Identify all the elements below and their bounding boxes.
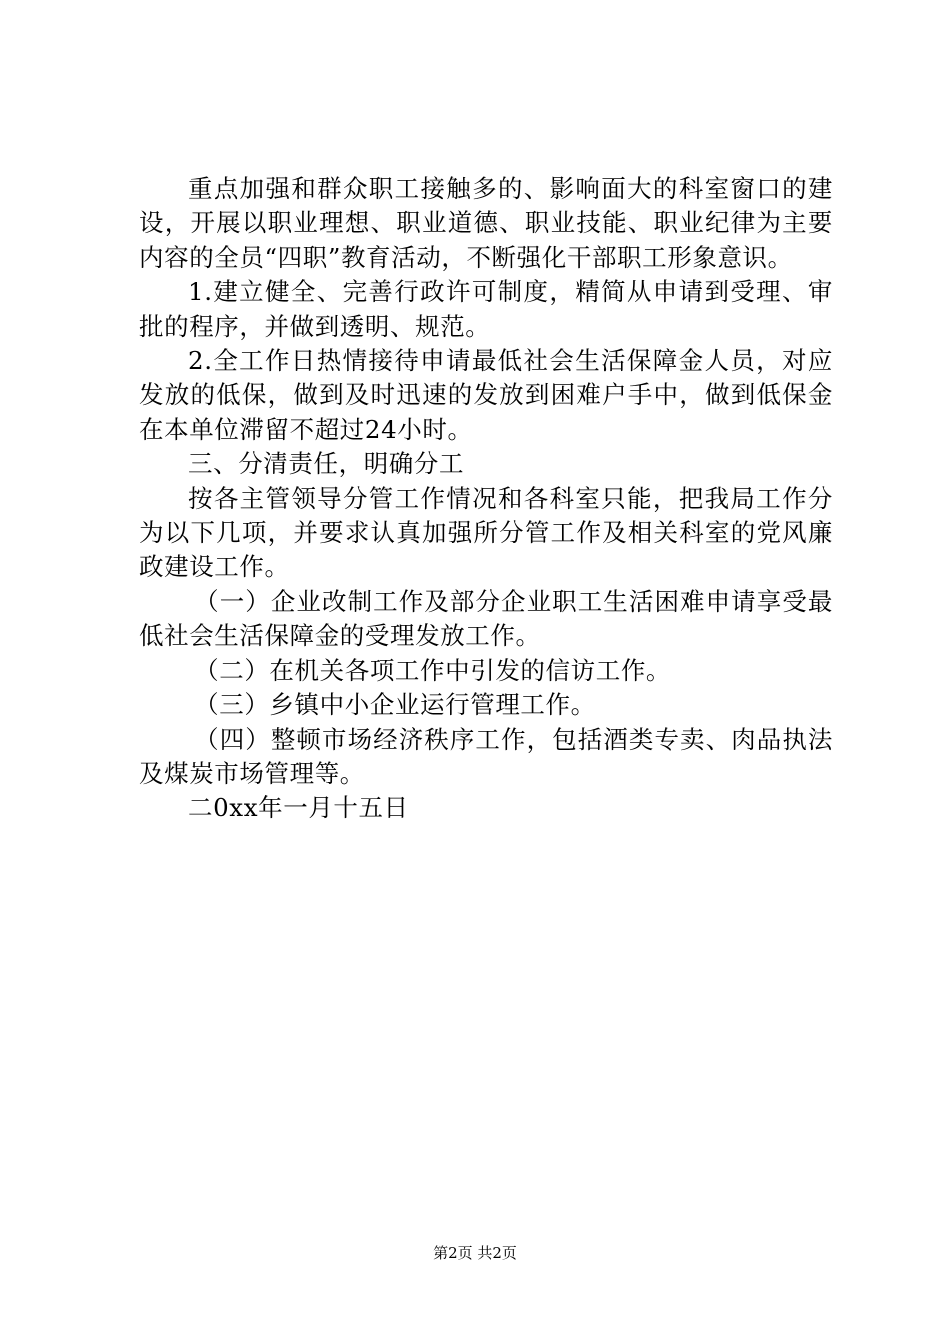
document-date: 二0xx年一月十五日: [188, 793, 409, 823]
paragraph-division-3: （三）乡镇中小企业运行管理工作。: [194, 690, 596, 720]
paragraph-item-1: 1.建立健全、完善行政许可制度，精简从申请到受理、审批的程序，并做到透明、规范。: [139, 277, 833, 341]
page-number-label: 第2页 共2页: [433, 1244, 517, 1262]
paragraph-division-1: （一）企业改制工作及部分企业职工生活困难申请享受最低社会生活保障金的受理发放工作。: [139, 586, 833, 651]
section-heading-3: 三、分清责任，明确分工: [188, 449, 465, 479]
paragraph-division-2: （二）在机关各项工作中引发的信访工作。: [194, 655, 672, 685]
paragraph-division-4: （四）整顿市场经济秩序工作，包括酒类专卖、肉品执法及煤炭市场管理等。: [139, 724, 833, 788]
document-body: [139, 172, 833, 826]
page-footer: [0, 1243, 950, 1263]
paragraph-window-construction: 重点加强和群众职工接触多的、影响面大的科室窗口的建设，开展以职业理想、职业道德、职业技能、职业纪律为主要内容的全员“四职”教育活动，不断强化干部职工形象意识。: [139, 174, 833, 272]
paragraph-division-intro: 按各主管领导分管工作情况和各科室只能，把我局工作分为以下几项，并要求认真加强所分管工作及相关科室的党风廉政建设工作。: [139, 483, 833, 582]
paragraph-item-2: 2.全工作日热情接待申请最低社会生活保障金人员，对应发放的低保，做到及时迅速的发放到困难户手中，做到低保金在本单位滞留不超过24小时。: [139, 346, 833, 444]
